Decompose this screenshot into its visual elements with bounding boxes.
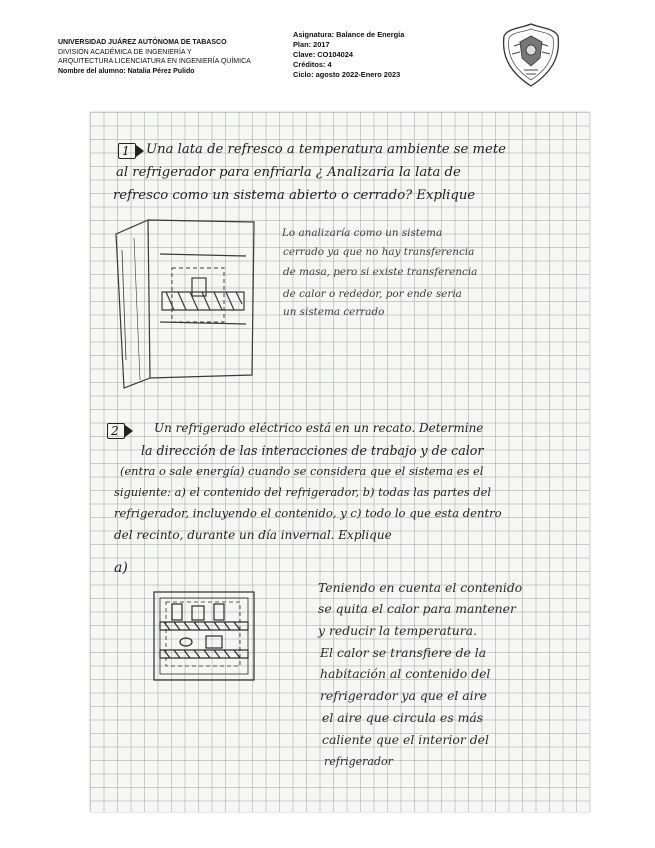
- header-left-block: [58, 38, 251, 76]
- answer-2-line-4: El calor se transfiere de la: [320, 645, 487, 660]
- program-name: ARQUITECTURA LICENCIATURA EN INGENIERÍA QUÍMICA: [58, 58, 251, 65]
- question-1-number: 1: [122, 144, 130, 158]
- clave: Clave: CO104024: [293, 50, 353, 59]
- division-name: DIVISIÓN ACADÉMICA DE INGENIERÍA Y: [58, 48, 192, 56]
- question-1-line-1: Una lata de refresco a temperatura ambiente se mete: [146, 142, 506, 157]
- answer-1-line-5: un sistema cerrado: [283, 306, 385, 318]
- ciclo: Ciclo: agosto 2022-Enero 2023: [293, 70, 401, 79]
- question-2-line-2: la dirección de las interacciones de trabajo y de calor: [141, 443, 484, 458]
- university-name: UNIVERSIDAD JUÁREZ AUTÓNOMA DE TABASCO: [58, 39, 227, 46]
- university-seal-icon: [500, 22, 562, 88]
- question-2-line-5: refrigerador, incluyendo el contenido, y c) todo lo que esta dentro: [114, 506, 502, 520]
- header-right-block: [293, 30, 404, 80]
- question-1-line-2: al refrigerador para enfriarla ¿ Analizaria la lata de: [116, 165, 461, 180]
- answer-2-line-6: refrigerador ya que el aire: [320, 688, 487, 703]
- question-2-number: 2: [111, 424, 119, 438]
- answer-1-line-3: de masa, pero si existe transferencia: [283, 266, 478, 278]
- plan: Plan: 2017: [293, 40, 330, 49]
- question-2-line-3: (entra o sale energía) cuando se considera que el sistema es el: [120, 464, 484, 478]
- part-a-label: a): [114, 560, 128, 576]
- answer-2-line-8: caliente que el interior del: [322, 732, 489, 747]
- question-1-line-3: refresco como un sistema abierto o cerrado? Explique: [113, 188, 476, 203]
- answer-2-line-3: y reducir la temperatura.: [318, 623, 478, 638]
- answer-1-line-1: Lo analizaría como un sistema: [282, 227, 443, 239]
- answer-2-line-5: habitación al contenido del: [320, 666, 491, 681]
- answer-2-line-9: refrigerador: [324, 755, 393, 768]
- question-2-line-6: del recinto, durante un día invernal. Explique: [114, 528, 392, 542]
- answer-2-line-2: se quita el calor para mantener: [318, 601, 516, 616]
- subject: Asignatura: Balance de Energía: [293, 30, 405, 39]
- refrigerator-sketch-open-door: [104, 210, 264, 395]
- answer-2-line-7: el aire que circula es más: [322, 710, 484, 725]
- creditos: Créditos: 4: [293, 60, 332, 69]
- student-name: Nombre del alumno: Natalia Pérez Pulido: [58, 67, 195, 75]
- answer-2-line-1: Teniendo en cuenta el contenido: [318, 580, 523, 595]
- answer-1-line-2: cerrado ya que no hay transferencia: [283, 246, 475, 258]
- answer-1-line-4: de calor o rededor, por ende seria: [283, 288, 462, 300]
- question-1-badge: [118, 143, 136, 159]
- question-2-badge: [107, 423, 125, 439]
- question-2-line-1: Un refrigerado eléctrico está en un recato. Determine: [154, 421, 484, 435]
- refrigerator-contents-sketch: [150, 588, 260, 688]
- question-2-line-4: siguiente: a) el contenido del refrigerador, b) todas las partes del: [114, 485, 491, 499]
